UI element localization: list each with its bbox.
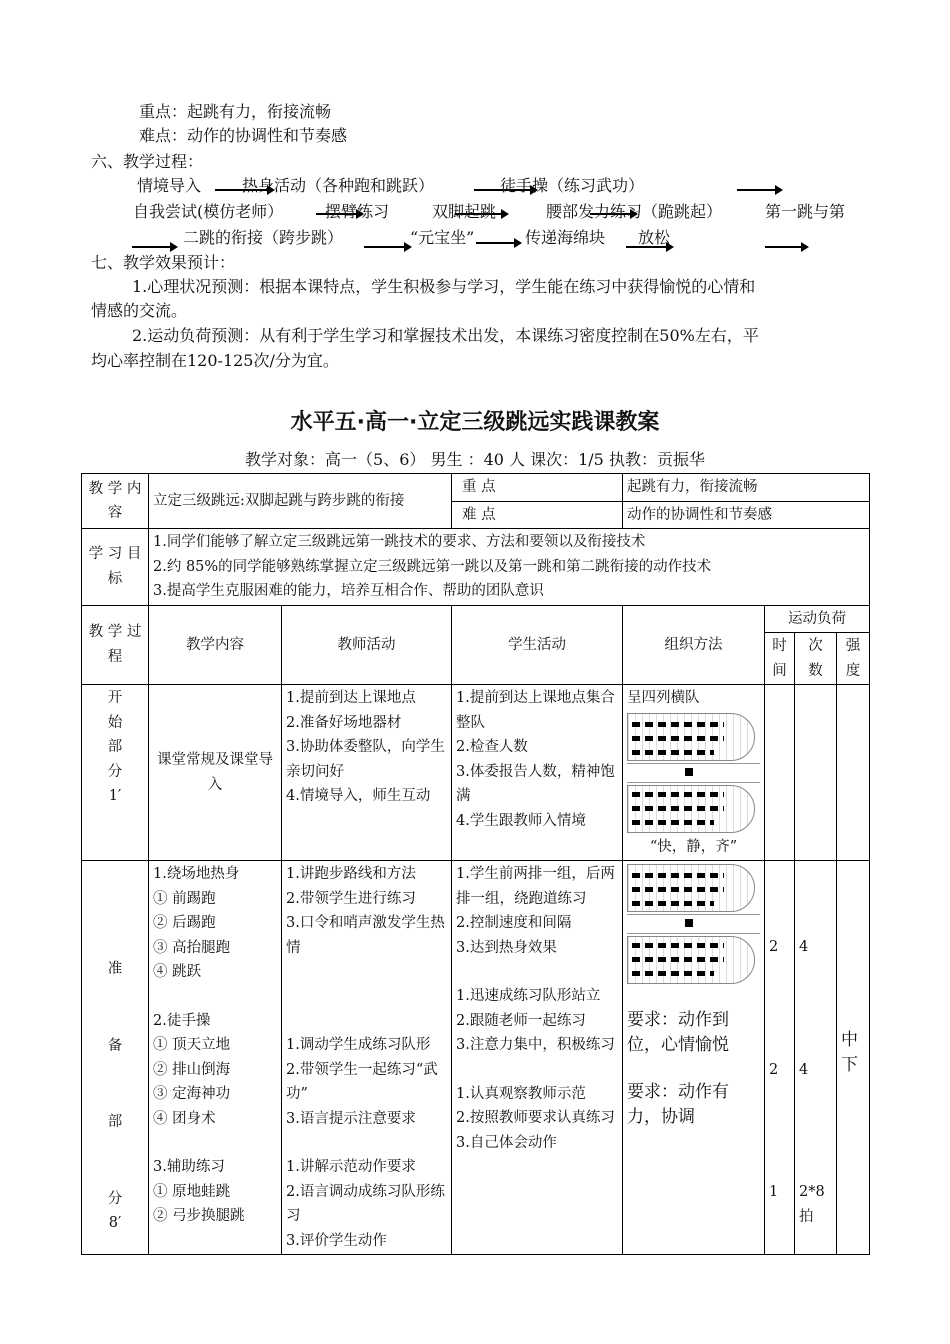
label-char: 备 <box>107 1037 123 1054</box>
process-step: 徒手操（练习武功） <box>500 176 645 195</box>
formation-diagram <box>627 713 755 761</box>
process-step: 放松 <box>638 228 671 247</box>
start-student <box>452 685 623 861</box>
arrow-icon <box>476 242 520 244</box>
student-item: 3.体委报告人数，精神饱满 <box>456 763 615 804</box>
time-value: 2 <box>769 1061 779 1078</box>
lesson-plan-table <box>81 473 870 1255</box>
prep-time <box>765 861 795 1255</box>
content-item: 2.徒手操 <box>153 1012 211 1029</box>
content-item: ① 前踢跑 <box>153 890 216 907</box>
label-char: 部 <box>107 739 123 755</box>
start-content: 课堂常规及课堂导入 <box>149 685 282 861</box>
label-char: 1′ <box>108 788 122 804</box>
content-item: 1.绕场地热身 <box>153 866 240 882</box>
goal-item: 2.约 85%的同学能够熟练掌握立定三级跳远第一跳以及第一跳和第二跳衔接的动作技术 <box>153 558 712 575</box>
process-step: 二跳的衔接（跨步跳） <box>183 228 344 247</box>
student-item: 2.检查人数 <box>456 739 528 755</box>
org-note: 呈四列横队 <box>627 690 700 706</box>
teacher-item: 3.协助体委整队，向学生亲切问好 <box>286 739 445 780</box>
content-item: ③ 定海神功 <box>153 1086 231 1102</box>
difficulty-line: 难点：动作的协调性和节奏感 <box>139 126 348 145</box>
arrow-icon <box>364 246 410 248</box>
teacher-item: 3.评价学生动作 <box>286 1232 387 1249</box>
start-org <box>623 685 765 861</box>
difficulty-value: 动作的协调性和节奏感 <box>623 501 870 529</box>
org-requirement: 要求：动作到位，心情愉悦 <box>627 1010 730 1055</box>
prep-teacher <box>282 861 452 1255</box>
content-value: 立定三级跳远:双脚起跳与跨步跳的衔接 <box>149 474 452 529</box>
goal-item: 3.提高学生克服困难的能力，培养互相合作、帮助的团队意识 <box>153 583 544 599</box>
formation-diagram <box>627 864 755 912</box>
prep-count <box>795 861 837 1255</box>
student-item: 2.控制速度和间隔 <box>456 915 572 931</box>
header-teacher: 教师活动 <box>282 605 452 685</box>
process-step: 热身活动（各种跑和跳跃） <box>242 176 435 195</box>
label-char: 开 <box>107 690 123 706</box>
process-step: 双脚起跳 <box>432 202 497 221</box>
header-count: 次 数 <box>795 633 837 685</box>
focus-value: 起跳有力，衔接流畅 <box>623 474 870 502</box>
content-label: 教 学 内 容 <box>82 474 149 529</box>
focus-line: 重点：起跳有力，衔接流畅 <box>139 102 332 121</box>
formation-diagram <box>627 936 755 984</box>
label-char: 始 <box>107 714 123 731</box>
teacher-marker <box>627 914 760 934</box>
arrow-icon <box>132 246 176 248</box>
header-process: 教 学 过 程 <box>82 605 149 685</box>
psych-prediction: 1.心理状况预测：根据本课特点，学生积极参与学习，学生能在练习中获得愉悦的心情和 <box>132 277 756 296</box>
time-value: 1 <box>769 1184 779 1200</box>
label-char: 分 <box>107 763 123 780</box>
content-item: ① 顶天立地 <box>153 1037 231 1053</box>
teacher-item: 4.情境导入，师生互动 <box>286 788 431 804</box>
label-char: 分 <box>107 1190 123 1207</box>
process-step: 摆臂练习 <box>325 202 390 221</box>
header-org: 组织方法 <box>623 605 765 685</box>
content-item: ③ 高抬腿跑 <box>153 939 231 956</box>
header-content: 教学内容 <box>149 605 282 685</box>
prep-intensity <box>837 861 870 1255</box>
content-item: ① 原地蛙跳 <box>153 1183 231 1200</box>
prep-content <box>149 861 282 1255</box>
teacher-item: 2.带领学生一起练习“武功” <box>286 1061 438 1102</box>
header-load: 运动负荷 <box>765 605 870 633</box>
prep-student <box>452 861 623 1255</box>
content-item: ② 弓步换腿跳 <box>153 1208 245 1224</box>
header-time: 时 间 <box>765 633 795 685</box>
plan-subtitle: 教学对象：高一（5、6） 男生 ：40 人 课次：1/5 执教：贡振华 <box>245 450 705 469</box>
content-item: ④ 跳跃 <box>153 964 202 980</box>
teacher-item: 1.讲跑步路线和方法 <box>286 866 416 882</box>
content-item: ② 排山倒海 <box>153 1061 231 1078</box>
student-item: 4.学生跟教师入情境 <box>456 812 586 829</box>
content-item: ④ 团身术 <box>153 1110 216 1127</box>
header-student: 学生活动 <box>452 605 623 685</box>
student-item: 1.认真观察教师示范 <box>456 1085 586 1102</box>
teacher-item: 1.讲解示范动作要求 <box>286 1159 416 1175</box>
teacher-item: 1.调动学生成练习队形 <box>286 1037 431 1053</box>
plan-title: 水平五·高一·立定三级跳远实践课教案 <box>290 410 660 435</box>
student-item: 1.学生前两排一组，后两排一组，绕跑道练习 <box>456 866 615 907</box>
teacher-item: 3.语言提示注意要求 <box>286 1110 416 1127</box>
student-item: 1.迅速成练习队形站立 <box>456 988 601 1004</box>
teacher-item: 2.准备好场地器材 <box>286 714 402 731</box>
student-item: 2.跟随老师一起练习 <box>456 1012 586 1029</box>
label-char: 8′ <box>108 1215 122 1231</box>
process-step: 传递海绵块 <box>525 228 606 247</box>
start-label <box>82 685 149 861</box>
formation-diagram <box>627 785 755 833</box>
content-item: ② 后踢跑 <box>153 915 216 931</box>
section-7-heading: 七、教学效果预计： <box>91 253 236 272</box>
load-prediction: 2.运动负荷预测：从有利于学生学习和掌握技术出发，本课练习密度控制在50%左右，平 <box>132 326 759 345</box>
student-item: 1.提前到达上课地点集合整队 <box>456 690 615 731</box>
prep-label <box>82 861 149 1255</box>
student-item: 3.自己体会动作 <box>456 1134 557 1151</box>
label-char: 准 <box>107 961 123 977</box>
load-prediction-cont: 均心率控制在120-125次/分为宜。 <box>91 351 339 370</box>
arrow-icon <box>765 246 807 248</box>
start-teacher <box>282 685 452 861</box>
goal-item: 1.同学们能够了解立定三级跳远第一跳技术的要求、方法和要领以及衔接技术 <box>153 534 646 550</box>
focus-label: 重 点 <box>452 474 623 502</box>
count-value: 2*8拍 <box>799 1184 825 1225</box>
teacher-item: 1.提前到达上课地点 <box>286 690 416 706</box>
count-value: 4 <box>799 939 809 955</box>
org-requirement: 要求：动作有力，协调 <box>627 1082 730 1127</box>
student-item: 3.注意力集中，积极练习 <box>456 1037 615 1053</box>
process-step: “元宝坐” <box>410 228 475 247</box>
teacher-item: 2.语言调动成练习队形练习 <box>286 1183 445 1224</box>
teacher-item: 2.带领学生进行练习 <box>286 890 416 907</box>
content-item: 3.辅助练习 <box>153 1159 225 1175</box>
org-slogan: “快，静，齐” <box>649 838 738 855</box>
process-step: 自我尝试(模仿老师） <box>133 202 284 221</box>
prep-org <box>623 861 765 1255</box>
teacher-item: 3.口令和哨声激发学生热情 <box>286 915 445 956</box>
goals-label: 学 习 目 标 <box>82 529 149 606</box>
student-item: 3.达到热身效果 <box>456 939 557 956</box>
psych-prediction-cont: 情感的交流。 <box>91 301 188 320</box>
process-step: 腰部发力练习（跪跳起） <box>546 202 723 221</box>
count-value: 4 <box>799 1061 809 1078</box>
time-value: 2 <box>769 939 779 955</box>
intensity-value: 中下 <box>841 1030 859 1075</box>
teacher-marker <box>627 763 760 783</box>
difficulty-label: 难 点 <box>452 501 623 529</box>
section-6-heading: 六、教学过程： <box>91 152 204 171</box>
goals-list <box>149 529 870 606</box>
process-step: 情境导入 <box>137 176 202 195</box>
label-char: 部 <box>107 1114 123 1130</box>
process-step: 第一跳与第 <box>765 202 846 221</box>
student-item: 2.按照教师要求认真练习 <box>456 1110 615 1126</box>
arrow-icon <box>737 189 781 191</box>
header-intensity: 强 度 <box>837 633 870 685</box>
